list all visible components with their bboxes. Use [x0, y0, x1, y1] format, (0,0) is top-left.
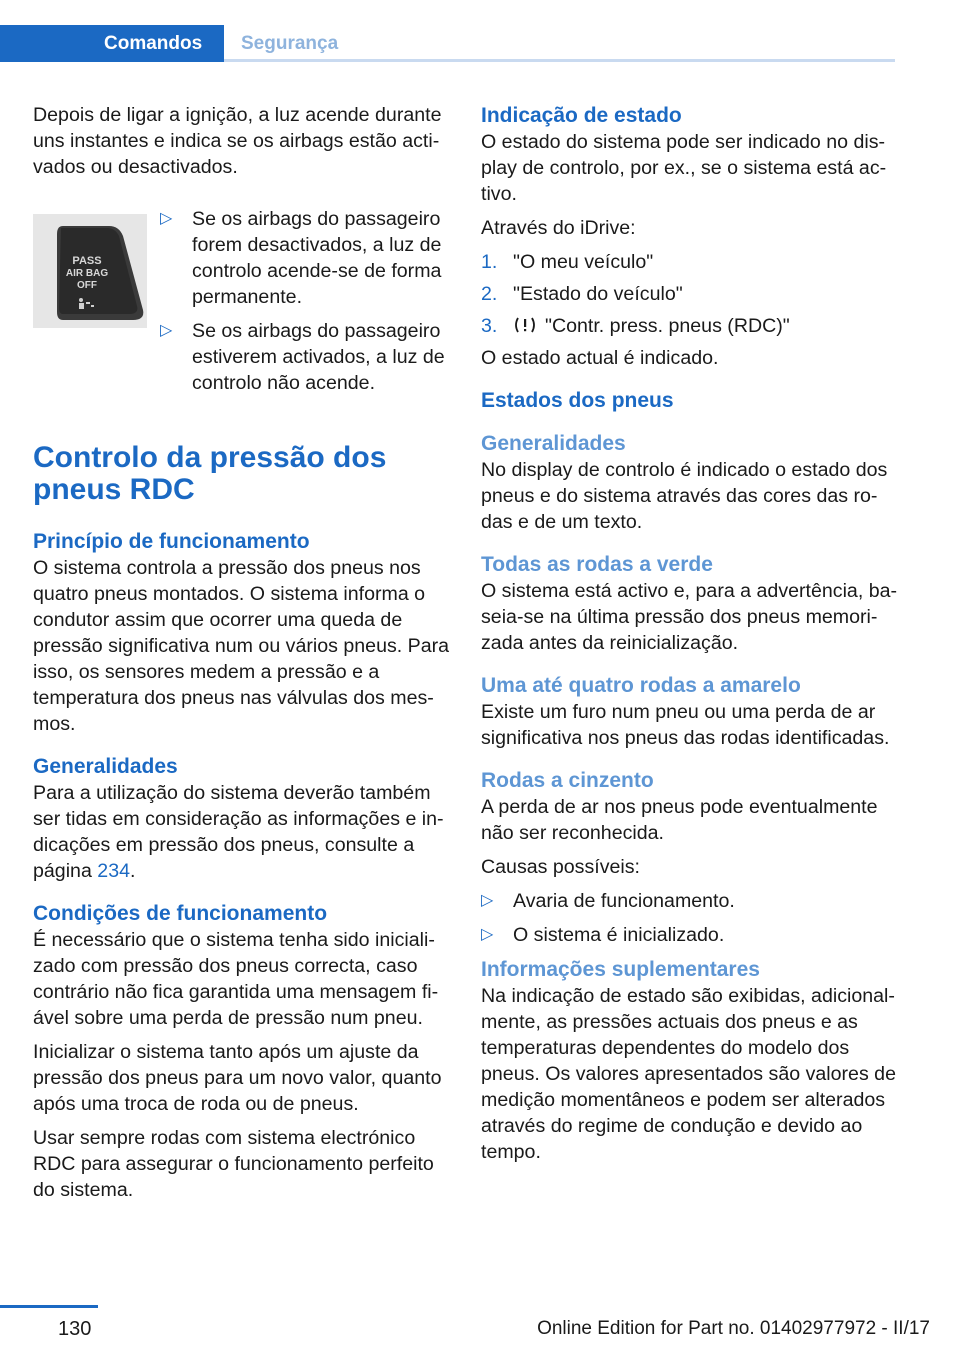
- triangle-bullet-icon: ▷: [481, 892, 494, 909]
- list-item: ▷ O sistema é inicializado.: [481, 924, 725, 946]
- airbag-indicator-svg: [33, 214, 147, 328]
- left-column: [33, 102, 450, 1203]
- airbag-bullets: [160, 206, 450, 404]
- tire-states-heading: Estados dos pneus: [481, 389, 674, 412]
- supplementary-text: Na indicação de estado são exibidas, adicional‐mente, as pressões actuais dos pneus e as temperaturas dependentes do modelo dos pneus. Os valores apresentados são valores de medição momentâneos e podem ser alterados através do regime de condução e devido ao tempo.: [481, 985, 896, 1163]
- tab-comandos[interactable]: Comandos: [0, 25, 224, 62]
- tab-seguranca[interactable]: Segurança: [241, 33, 339, 54]
- conditions-text-2: Inicializar o sistema tanto após um ajuste da pressão dos pneus para um novo valor, quanto após uma troca de roda ou de pneus.: [33, 1041, 442, 1115]
- general-text: Para a utilização do sistema deverão também ser tidas em consideração as informações e in‐dicações em pressão dos pneus, consulte a página 234.: [33, 782, 444, 882]
- list-item: ▷ Se os airbags do passageiro estiverem activados, a luz de controlo não acende.: [160, 320, 445, 394]
- tab-bar: [0, 25, 895, 62]
- grey-wheels-text: A perda de ar nos pneus pode eventualmente não ser reconhecida.: [481, 796, 878, 844]
- tire-pressure-warning-icon: [513, 315, 537, 335]
- right-column: [481, 102, 898, 1165]
- status-text-1: O estado do sistema pode ser indicado no dis‐play de controlo, por ex., se o sistema está ac‐tivo.: [481, 131, 887, 205]
- page-number: 130: [58, 1318, 92, 1340]
- figure-text-pass: PASS: [72, 255, 102, 267]
- list-item: 1. "O meu veículo": [481, 251, 654, 273]
- main-section-title: Controlo da pressão dos pneus RDC: [33, 441, 387, 506]
- general-heading: Generalidades: [33, 755, 178, 778]
- principle-text: O sistema controla a pressão dos pneus nos quatro pneus montados. O sistema informa o condutor assim que ocorrer uma queda de pressão significativa num ou vários pneus. Para isso, os sensores medem a pressão e a temperatura dos pneus nas válvulas dos mes‐mos.: [33, 557, 450, 735]
- status-text-3: O estado actual é indicado.: [481, 347, 719, 369]
- principle-heading: Princípio de funcionamento: [33, 530, 310, 553]
- status-heading: Indicação de estado: [481, 104, 682, 127]
- conditions-text-1: É necessário que o sistema tenha sido iniciali‐zado com pressão dos pneus correcta, caso contrário não fica garantida uma mensagem fi‐ável sobre uma perda de pressão num pneu.: [33, 929, 439, 1029]
- airbag-figure-row: [33, 206, 450, 406]
- intro-paragraph: Depois de ligar a ignição, a luz acende durante uns instantes e indica se os airbags estão acti‐vados ou desactivados.: [33, 104, 442, 178]
- tire-general-heading: Generalidades: [481, 432, 626, 455]
- airbag-off-indicator-image: [33, 214, 147, 328]
- conditions-text-3: Usar sempre rodas com sistema electrónico RDC para assegurar o funcionamento perfeito do sistema.: [33, 1127, 434, 1201]
- triangle-bullet-icon: ▷: [160, 210, 173, 227]
- list-item: 3. "Contr. press. pneus (RDC)": [481, 315, 790, 337]
- causes-label: Causas possíveis:: [481, 856, 640, 878]
- list-item: ▷ Avaria de funcionamento.: [481, 890, 735, 912]
- list-item: ▷ Se os airbags do passageiro forem desactivados, a luz de controlo acende-se de forma permanente.: [160, 208, 442, 308]
- footer-rule: [0, 1305, 98, 1308]
- triangle-bullet-icon: ▷: [481, 926, 494, 943]
- page-link[interactable]: 234: [97, 860, 130, 882]
- figure-text-airbag: AIR BAG: [65, 268, 109, 279]
- supplementary-heading: Informações suplementares: [481, 958, 760, 981]
- tire-general-text: No display de controlo é indicado o estado dos pneus e do sistema através das cores das ro‐das e de um texto.: [481, 459, 888, 533]
- tab-underline: [224, 59, 895, 62]
- edition-label: Online Edition for Part no. 01402977972 - II/17: [537, 1318, 930, 1339]
- conditions-heading: Condições de funcionamento: [33, 902, 328, 925]
- grey-wheels-heading: Rodas a cinzento: [481, 769, 654, 792]
- yellow-wheels-heading: Uma até quatro rodas a amarelo: [481, 674, 801, 697]
- triangle-bullet-icon: ▷: [160, 322, 173, 339]
- green-wheels-heading: Todas as rodas a verde: [481, 553, 713, 576]
- yellow-wheels-text: Existe um furo num pneu ou uma perda de ar significativa nos pneus das rodas identificadas.: [481, 701, 890, 749]
- figure-text-off: OFF: [77, 280, 97, 291]
- status-text-2: Através do iDrive:: [481, 217, 636, 239]
- list-item: 2. "Estado do veículo": [481, 283, 683, 305]
- green-wheels-text: O sistema está activo e, para a advertência, ba‐seia-se na última pressão dos pneus memori‐zada antes da reinicialização.: [481, 580, 898, 654]
